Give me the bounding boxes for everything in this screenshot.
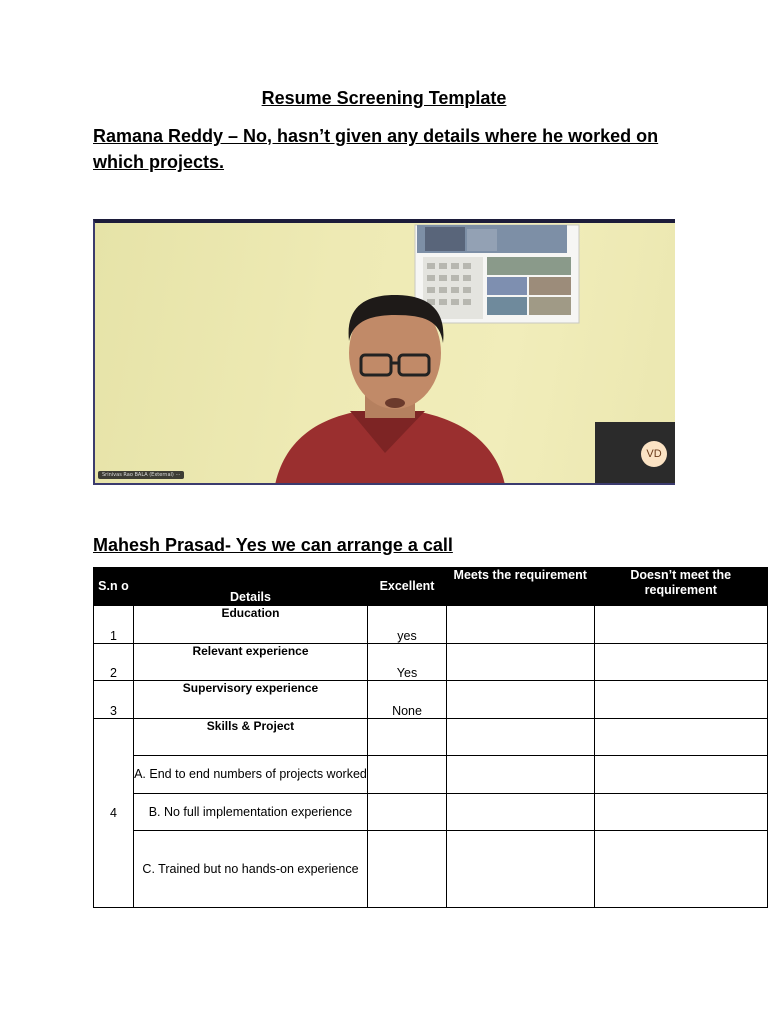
row-number: 3 (94, 681, 134, 719)
row-not-meets-cell (594, 718, 767, 756)
table-row (94, 793, 768, 831)
row-meets-cell (446, 793, 594, 831)
row-excellent: None (368, 681, 447, 719)
table-row (94, 756, 768, 794)
header-doesnt-meet-requirement: Doesn’t meet the requirement (594, 568, 767, 606)
row-meets-cell (446, 756, 594, 794)
header-meets-requirement: Meets the requirement (446, 568, 594, 606)
row-meets-cell (446, 718, 594, 756)
row-not-meets-cell (594, 793, 767, 831)
header-excellent: Excellent (368, 568, 447, 606)
table-row (94, 643, 768, 681)
header-sno: S.n o (94, 568, 134, 606)
row-meets-cell (446, 831, 594, 908)
table-row (94, 831, 768, 908)
row-excellent (368, 831, 447, 908)
document-title: Resume Screening Template (261, 88, 507, 108)
table-header-row (94, 568, 768, 606)
wall-calendar (415, 225, 579, 323)
row-excellent: yes (368, 606, 447, 644)
row-not-meets-cell (594, 756, 767, 794)
participant-name: Srinivas Rao BALA (External) (102, 472, 174, 478)
row-excellent (368, 718, 447, 756)
row-details: Education (133, 606, 367, 644)
row-number: 2 (94, 643, 134, 681)
row-meets-cell (446, 606, 594, 644)
skills-item: C. Trained but no hands-on experience (133, 831, 367, 908)
row-details: Supervisory experience (133, 681, 367, 719)
screening-table (93, 567, 768, 908)
row-excellent (368, 793, 447, 831)
row-number: 4 (94, 718, 134, 908)
header-details: Details (133, 568, 367, 606)
skills-heading: Skills & Project (133, 718, 367, 756)
participant-video-feed (95, 223, 675, 485)
row-number: 1 (94, 606, 134, 644)
video-call-frame (93, 219, 675, 485)
row-not-meets-cell (594, 681, 767, 719)
more-options-icon[interactable]: ··· (175, 472, 181, 478)
row-meets-cell (446, 681, 594, 719)
candidate-heading-mahesh: Mahesh Prasad- Yes we can arrange a call (93, 535, 453, 555)
skills-item: B. No full implementation experience (133, 793, 367, 831)
row-not-meets-cell (594, 643, 767, 681)
avatar: VD (641, 441, 667, 467)
skills-item: A. End to end numbers of projects worked (133, 756, 367, 794)
row-details: Relevant experience (133, 643, 367, 681)
candidate-heading-ramana: Ramana Reddy – No, hasn’t given any details where he worked on which projects. (93, 126, 659, 172)
row-not-meets-cell (594, 606, 767, 644)
row-not-meets-cell (594, 831, 767, 908)
participant-name-tag (98, 471, 184, 479)
table-row (94, 681, 768, 719)
table-row (94, 606, 768, 644)
table-row (94, 718, 768, 756)
row-excellent: Yes (368, 643, 447, 681)
row-excellent (368, 756, 447, 794)
row-meets-cell (446, 643, 594, 681)
self-view-tile (595, 422, 675, 483)
